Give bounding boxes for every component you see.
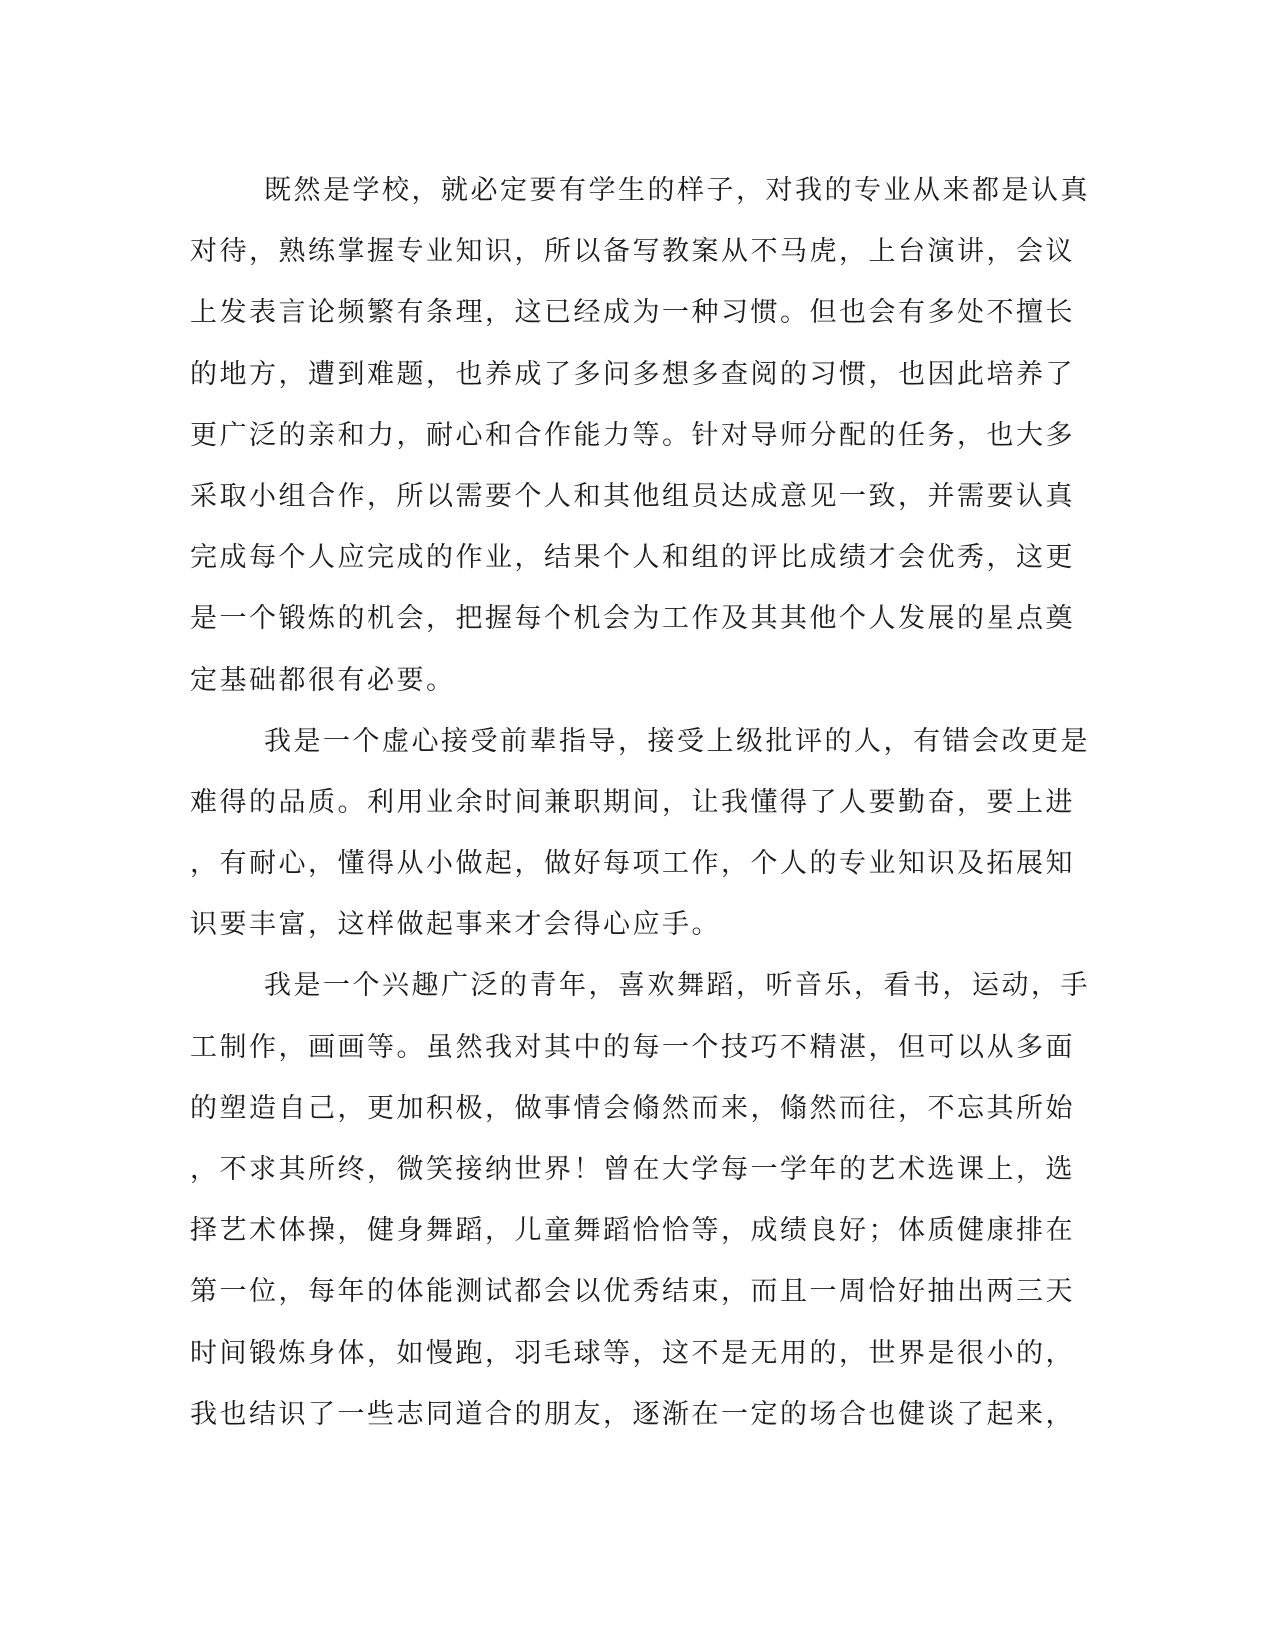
paragraph: [190, 711, 1090, 956]
text-line: 对待，熟练掌握专业知识，所以备写教案从不马虎，上台演讲，会议: [190, 236, 1075, 268]
text-line: 我是一个兴趣广泛的青年，喜欢舞蹈，听音乐，看书，运动，手: [264, 970, 1090, 1002]
paragraph: [190, 160, 1090, 711]
text-line: 既然是学校，就必定要有学生的样子，对我的专业从来都是认真: [264, 175, 1090, 206]
text-line: 是一个锻炼的机会，把握每个机会为工作及其其他个人发展的星点奠: [190, 603, 1075, 635]
text-line: 识要丰富，这样做起事来才会得心应手。: [190, 909, 721, 941]
text-line: 工制作，画画等。虽然我对其中的每一个技巧不精湛，但可以从多面: [190, 1031, 1075, 1063]
text-line: 难得的品质。利用业余时间兼职期间，让我懂得了人要勤奋，要上进: [190, 786, 1075, 818]
text-line: ，不求其所终，微笑接纳世界！曾在大学每一学年的艺术选课上，选: [190, 1154, 1075, 1185]
text-line: 我是一个虚心接受前辈指导，接受上级批评的人，有错会改更是: [264, 725, 1090, 757]
text-line: 完成每个人应完成的作业，结果个人和组的评比成绩才会优秀，这更: [190, 542, 1075, 574]
text-line: 定基础都很有必要。: [190, 664, 456, 696]
text-line: 我也结识了一些志同道合的朋友，逐渐在一定的场合也健谈了起来，: [190, 1398, 1075, 1430]
text-line: 的塑造自己，更加积极，做事情会翛然而来，翛然而往，不忘其所始: [190, 1092, 1075, 1124]
paragraph: [190, 955, 1090, 1445]
text-line: 采取小组合作，所以需要个人和其他组员达成意见一致，并需要认真: [190, 480, 1075, 512]
text-line: 择艺术体操，健身舞蹈，儿童舞蹈恰恰等，成绩良好；体质健康排在: [190, 1215, 1075, 1247]
text-line: 的地方，遭到难题，也养成了多问多想多查阅的习惯，也因此培养了: [190, 358, 1075, 390]
text-line: 更广泛的亲和力，耐心和合作能力等。针对导师分配的任务，也大多: [190, 419, 1075, 451]
text-line: 上发表言论频繁有条理，这已经成为一种习惯。但也会有多处不擅长: [190, 297, 1075, 329]
body-text: [190, 160, 1090, 1445]
text-line: 时间锻炼身体，如慢跑，羽毛球等，这不是无用的，世界是很小的，: [190, 1337, 1075, 1369]
text-line: ，有耐心，懂得从小做起，做好每项工作，个人的专业知识及拓展知: [190, 848, 1075, 880]
text-line: 第一位，每年的体能测试都会以优秀结束，而且一周恰好抽出两三天: [190, 1276, 1075, 1308]
